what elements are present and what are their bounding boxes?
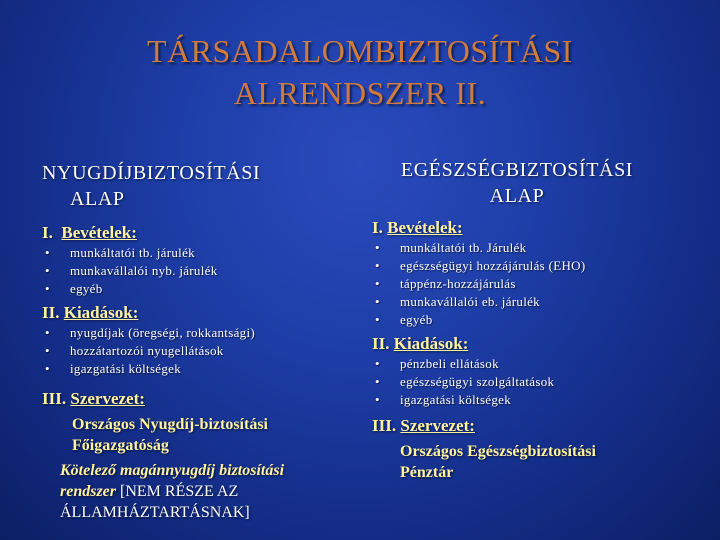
note-line-1: Kötelező magánnyugdíj biztosítási xyxy=(60,462,285,479)
health-income-heading xyxy=(372,217,712,239)
pension-expense-heading xyxy=(42,302,362,324)
org-line-2: Pénztár xyxy=(400,464,454,481)
pension-org-name xyxy=(72,414,362,456)
section-number: I. xyxy=(372,218,383,237)
note-line-3: ÁLLAMHÁZTARTÁSNAK] xyxy=(60,504,250,521)
health-expense-list xyxy=(372,355,712,409)
pension-expense-list xyxy=(42,324,362,378)
health-heading-line-1: EGÉSZSÉGBIZTOSÍTÁSI xyxy=(400,159,634,181)
section-number: III. xyxy=(372,416,397,435)
health-org-heading xyxy=(372,415,712,437)
section-label: Kiadások: xyxy=(63,303,139,322)
list-item: • munkavállalói nyb. járulék xyxy=(42,262,362,280)
pension-income-list xyxy=(42,244,362,298)
section-label: Szervezet: xyxy=(400,416,475,435)
pension-heading-line-1: NYUGDÍJBIZTOSÍTÁSI xyxy=(42,162,261,184)
pension-heading xyxy=(42,160,362,212)
health-heading xyxy=(372,157,662,209)
section-number: III. xyxy=(42,389,67,408)
pension-heading-line-2: ALAP xyxy=(70,188,125,210)
list-item: • igazgatási költségek xyxy=(42,360,362,378)
list-item: • egyéb xyxy=(372,311,712,329)
list-item: • egyéb xyxy=(42,280,362,298)
pension-column xyxy=(42,160,362,456)
section-number: I. xyxy=(42,223,53,242)
list-item: • egészségügyi szolgáltatások xyxy=(372,373,712,391)
list-item: • munkavállalói eb. járulék xyxy=(372,293,712,311)
health-column xyxy=(372,157,712,483)
health-heading-line-2: ALAP xyxy=(489,185,545,207)
title-line-1: TÁRSADALOMBIZTOSÍTÁSI xyxy=(147,33,573,69)
section-label: Bevételek: xyxy=(387,218,463,237)
list-item: • igazgatási költségek xyxy=(372,391,712,409)
section-label: Szervezet: xyxy=(70,389,145,408)
slide-title xyxy=(0,30,720,114)
health-org-name xyxy=(400,441,712,483)
title-line-2: ALRENDSZER II. xyxy=(233,75,487,111)
private-pension-note xyxy=(60,460,360,523)
org-line-2: Főigazgatóság xyxy=(72,437,169,454)
note-line-2-rest: [NEM RÉSZE AZ xyxy=(120,483,239,500)
org-line-1: Országos Nyugdíj-biztosítási xyxy=(72,416,268,433)
section-label: Kiadások: xyxy=(393,334,469,353)
list-item: • pénzbeli ellátások xyxy=(372,355,712,373)
list-item: • egészségügyi hozzájárulás (EHO) xyxy=(372,257,712,275)
pension-income-heading xyxy=(42,222,362,244)
section-label: Bevételek: xyxy=(61,223,137,242)
pension-org-heading xyxy=(42,388,362,410)
note-line-2-emphasis: rendszer xyxy=(60,483,117,500)
org-line-1: Országos Egészségbiztosítási xyxy=(400,443,596,460)
list-item: • táppénz-hozzájárulás xyxy=(372,275,712,293)
list-item: • munkáltatói tb. járulék xyxy=(42,244,362,262)
list-item: • hozzátartozói nyugellátások xyxy=(42,342,362,360)
health-expense-heading xyxy=(372,333,712,355)
health-income-list xyxy=(372,239,712,329)
section-number: II. xyxy=(372,334,390,353)
section-number: II. xyxy=(42,303,60,322)
list-item: • munkáltatói tb. Járulék xyxy=(372,239,712,257)
list-item: • nyugdíjak (öregségi, rokkantsági) xyxy=(42,324,362,342)
